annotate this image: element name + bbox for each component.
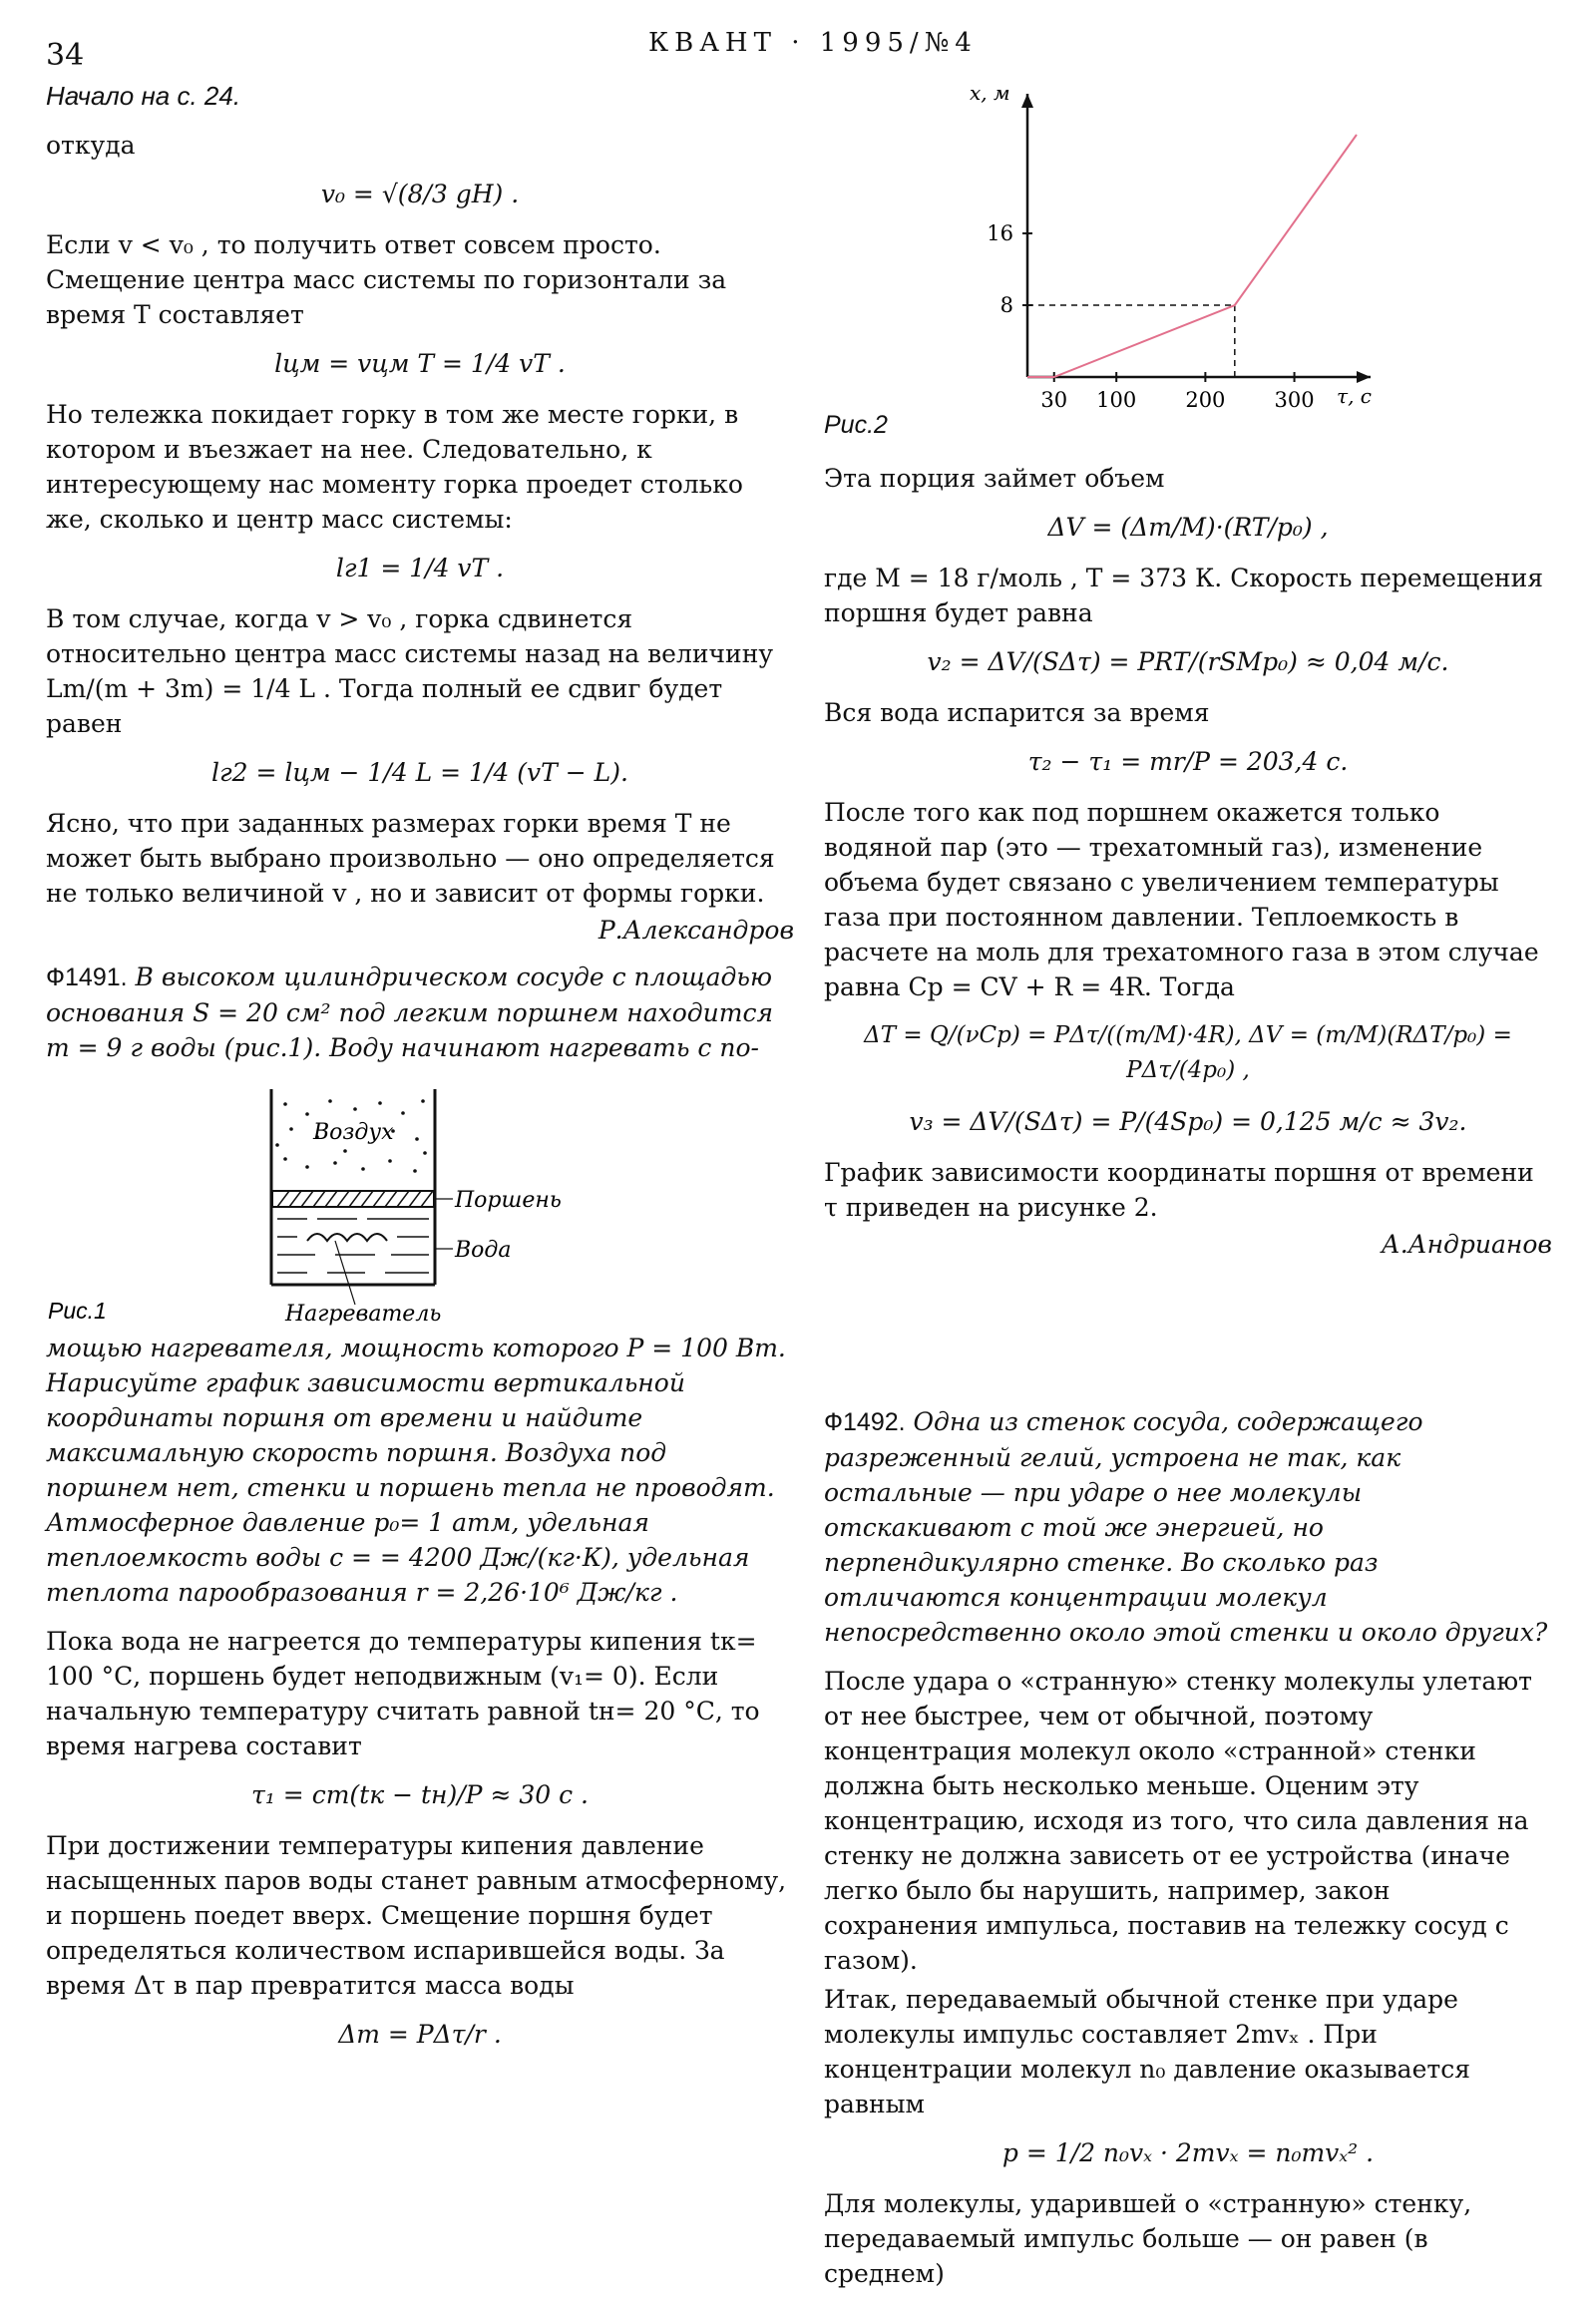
fig1-label-water: Вода	[455, 1238, 512, 1263]
y-axis-arrow	[1021, 94, 1033, 108]
problem-1491	[46, 960, 794, 1065]
right-p3: Вся вода испарится за время	[824, 698, 1210, 727]
left-p7: При достижении температуры кипения давление насыщенных паров воды станет равным атмосферному, и поршень поедет вверх. Смещение поршня будет определяться количеством испарившейся воды. За время Δτ в пар превратится масса воды	[46, 1831, 787, 2000]
problem-1492-id: Ф1492.	[824, 1408, 906, 1436]
fig2-caption: Рис.2	[824, 411, 888, 439]
right-column-lower	[824, 1404, 1552, 2305]
figure-1	[46, 1079, 794, 1327]
series-line	[1027, 135, 1357, 377]
problem-1492	[824, 1404, 1552, 1650]
right-formula-4: ΔT = Q/(νCp) = PΔτ/((m/M)·4R), ΔV = (m/M)(RΔT/p₀) = PΔτ/(4p₀) ,	[864, 1022, 1512, 1083]
left-p4: В том случае, когда v > v₀ , горка сдвинется относительно центра масс системы назад на величину Lm/(m + 3m) = 1/4 L . Тогда полный ее сдвиг будет равен	[46, 604, 774, 738]
left-formula-3: lг1 = 1/4 vT .	[335, 554, 505, 582]
left-column	[46, 78, 794, 2068]
right-formula-6: p = 1/2 n₀vₓ · 2mvₓ = n₀mvₓ² .	[1001, 2138, 1375, 2167]
continued-note: Начало на с. 24.	[46, 81, 241, 111]
water-lines	[277, 1219, 429, 1273]
left-p6: Пока вода не нагреется до температуры кипения tк= 100 °С, поршень будет неподвижным (v₁= 0). Если начальную температуру считать равной tн= 20 °С, то время нагрева составит	[46, 1627, 760, 1760]
x-tick-label: 300	[1274, 388, 1315, 412]
right-formula-5: v₃ = ΔV/(SΔτ) = P/(4Sp₀) = 0,125 м/с ≈ 3v₂.	[909, 1107, 1467, 1136]
fig1-label-heater: Нагреватель	[285, 1302, 442, 1327]
right-p4: После того как под поршнем окажется только водяной пар (это — трехатомный газ), изменение объема будет связано с увеличением температуры газа при постоянном давлении. Теплоемкость в расчете на моль для трехатомного газа в этом случае равна Cp = CV + R = 4R. Тогда	[824, 798, 1539, 1001]
signature-2: А.Андрианов	[1381, 1230, 1552, 1259]
right-p1: Эта порция займет объем	[824, 464, 1165, 493]
problem-1491-text-a: В высоком цилиндрическом сосуде с площадью основания S = 20 см² под легким поршнем находится m = 9 г воды (рис.1). Воду начинают нагревать с по-	[46, 962, 774, 1062]
right-p5: График зависимости координаты поршня от времени τ приведен на рисунке 2.	[824, 1158, 1534, 1222]
page-number: 34	[46, 38, 85, 73]
right-p2: где M = 18 г/моль , T = 373 К. Скорость перемещения поршня будет равна	[824, 564, 1544, 627]
left-formula-1: v₀ = √(8/3 gH) .	[320, 180, 520, 208]
fig1-label-piston: Поршень	[455, 1188, 562, 1213]
x-axis-arrow	[1357, 371, 1371, 383]
left-formula-5: τ₁ = cm(tк − tн)/P ≈ 30 с .	[251, 1780, 589, 1809]
piston	[272, 1191, 434, 1207]
y-axis-label: x, м	[970, 81, 1010, 105]
right-p6: После удара о «странную» стенку молекулы улетают от нее быстрее, чем от обычной, поэтому концентрация молекул около «странной» стенки должна быть несколько меньше. Оценим эту концентрацию, исходя из того, что сила давления на стенку не должна зависеть от ее устройства (иначе легко было бы нарушить, например, закон сохранения импульса, поставив на тележку сосуд с газом).	[824, 1667, 1532, 1975]
right-formula-2: v₂ = ΔV/(SΔτ) = PRT/(rSMp₀) ≈ 0,04 м/с.	[927, 647, 1449, 676]
left-formula-2: lцм = vцм T = 1/4 vT .	[274, 349, 566, 378]
x-tick-label: 100	[1096, 388, 1137, 412]
right-p7: Итак, передаваемый обычной стенке при ударе молекулы импульс составляет 2mvₓ . При концентрации молекул n₀ давление оказывается равным	[824, 1985, 1470, 2118]
figure-2-chart	[958, 80, 1416, 419]
right-formula-1: ΔV = (Δm/M)·(RT/p₀) ,	[1047, 513, 1329, 542]
left-p3: Но тележка покидает горку в том же месте горки, в котором и въезжает на нее. Следовательно, к интересующему нас моменту горка проедет столько же, сколько и центр масс системы:	[46, 400, 743, 534]
left-formula-4: lг2 = lцм − 1/4 L = 1/4 (vT − L).	[211, 758, 628, 787]
y-tick-label: 16	[987, 221, 1013, 245]
x-tick-label: 200	[1185, 388, 1226, 412]
x-axis-label: τ, с	[1337, 384, 1372, 408]
fig1-label-air: Воздух	[313, 1120, 394, 1145]
left-p1: откуда	[46, 131, 136, 160]
problem-1491-id: Ф1491.	[46, 963, 128, 991]
left-p5: Ясно, что при заданных размерах горки время T не может быть выбрано произвольно — оно определяется не только величиной v , но и зависит от формы горки.	[46, 809, 775, 908]
heater-coil	[307, 1234, 387, 1241]
left-p2: Если v < v₀ , то получить ответ совсем просто. Смещение центра масс системы по горизонтали за время T составляет	[46, 230, 727, 329]
fig1-caption: Рис.1	[48, 1298, 107, 1324]
x-tick-label: 30	[1040, 388, 1068, 412]
signature-1: Р.Александров	[598, 916, 794, 945]
problem-1491-text-b: мощью нагревателя, мощность которого P = 100 Вт. Нарисуйте график зависимости вертикальной координаты поршня от времени и найдите максимальную скорость поршня. Воздуха под поршнем нет, стенки и поршень тепла не проводят. Атмосферное давление p₀= 1 атм, удельная теплоемкость воды с = = 4200 Дж/(кг·К), удельная теплота парообразования r = 2,26·10⁶ Дж/кг .	[46, 1334, 786, 1607]
right-p8: Для молекулы, ударившей о «странную» стенку, передаваемый импульс больше — он равен (в среднем)	[824, 2189, 1472, 2288]
y-tick-label: 8	[999, 293, 1013, 317]
right-formula-3: τ₂ − τ₁ = mr/P = 203,4 с.	[1027, 747, 1349, 776]
running-title: КВАНТ · 1995/№4	[648, 28, 978, 58]
figure-1-drawing	[46, 1079, 794, 1327]
problem-1492-text: Одна из стенок сосуда, содержащего разреженный гелий, устроена не так, как остальные — при ударе о нее молекулы отскакивают с той же энергией, но перпендикулярно стенке. Во сколько раз отличаются концентрации молекул непосредственно около этой стенки и около других?	[824, 1407, 1548, 1647]
left-formula-6: Δm = PΔτ/r .	[338, 2020, 502, 2049]
right-column	[824, 461, 1552, 1274]
